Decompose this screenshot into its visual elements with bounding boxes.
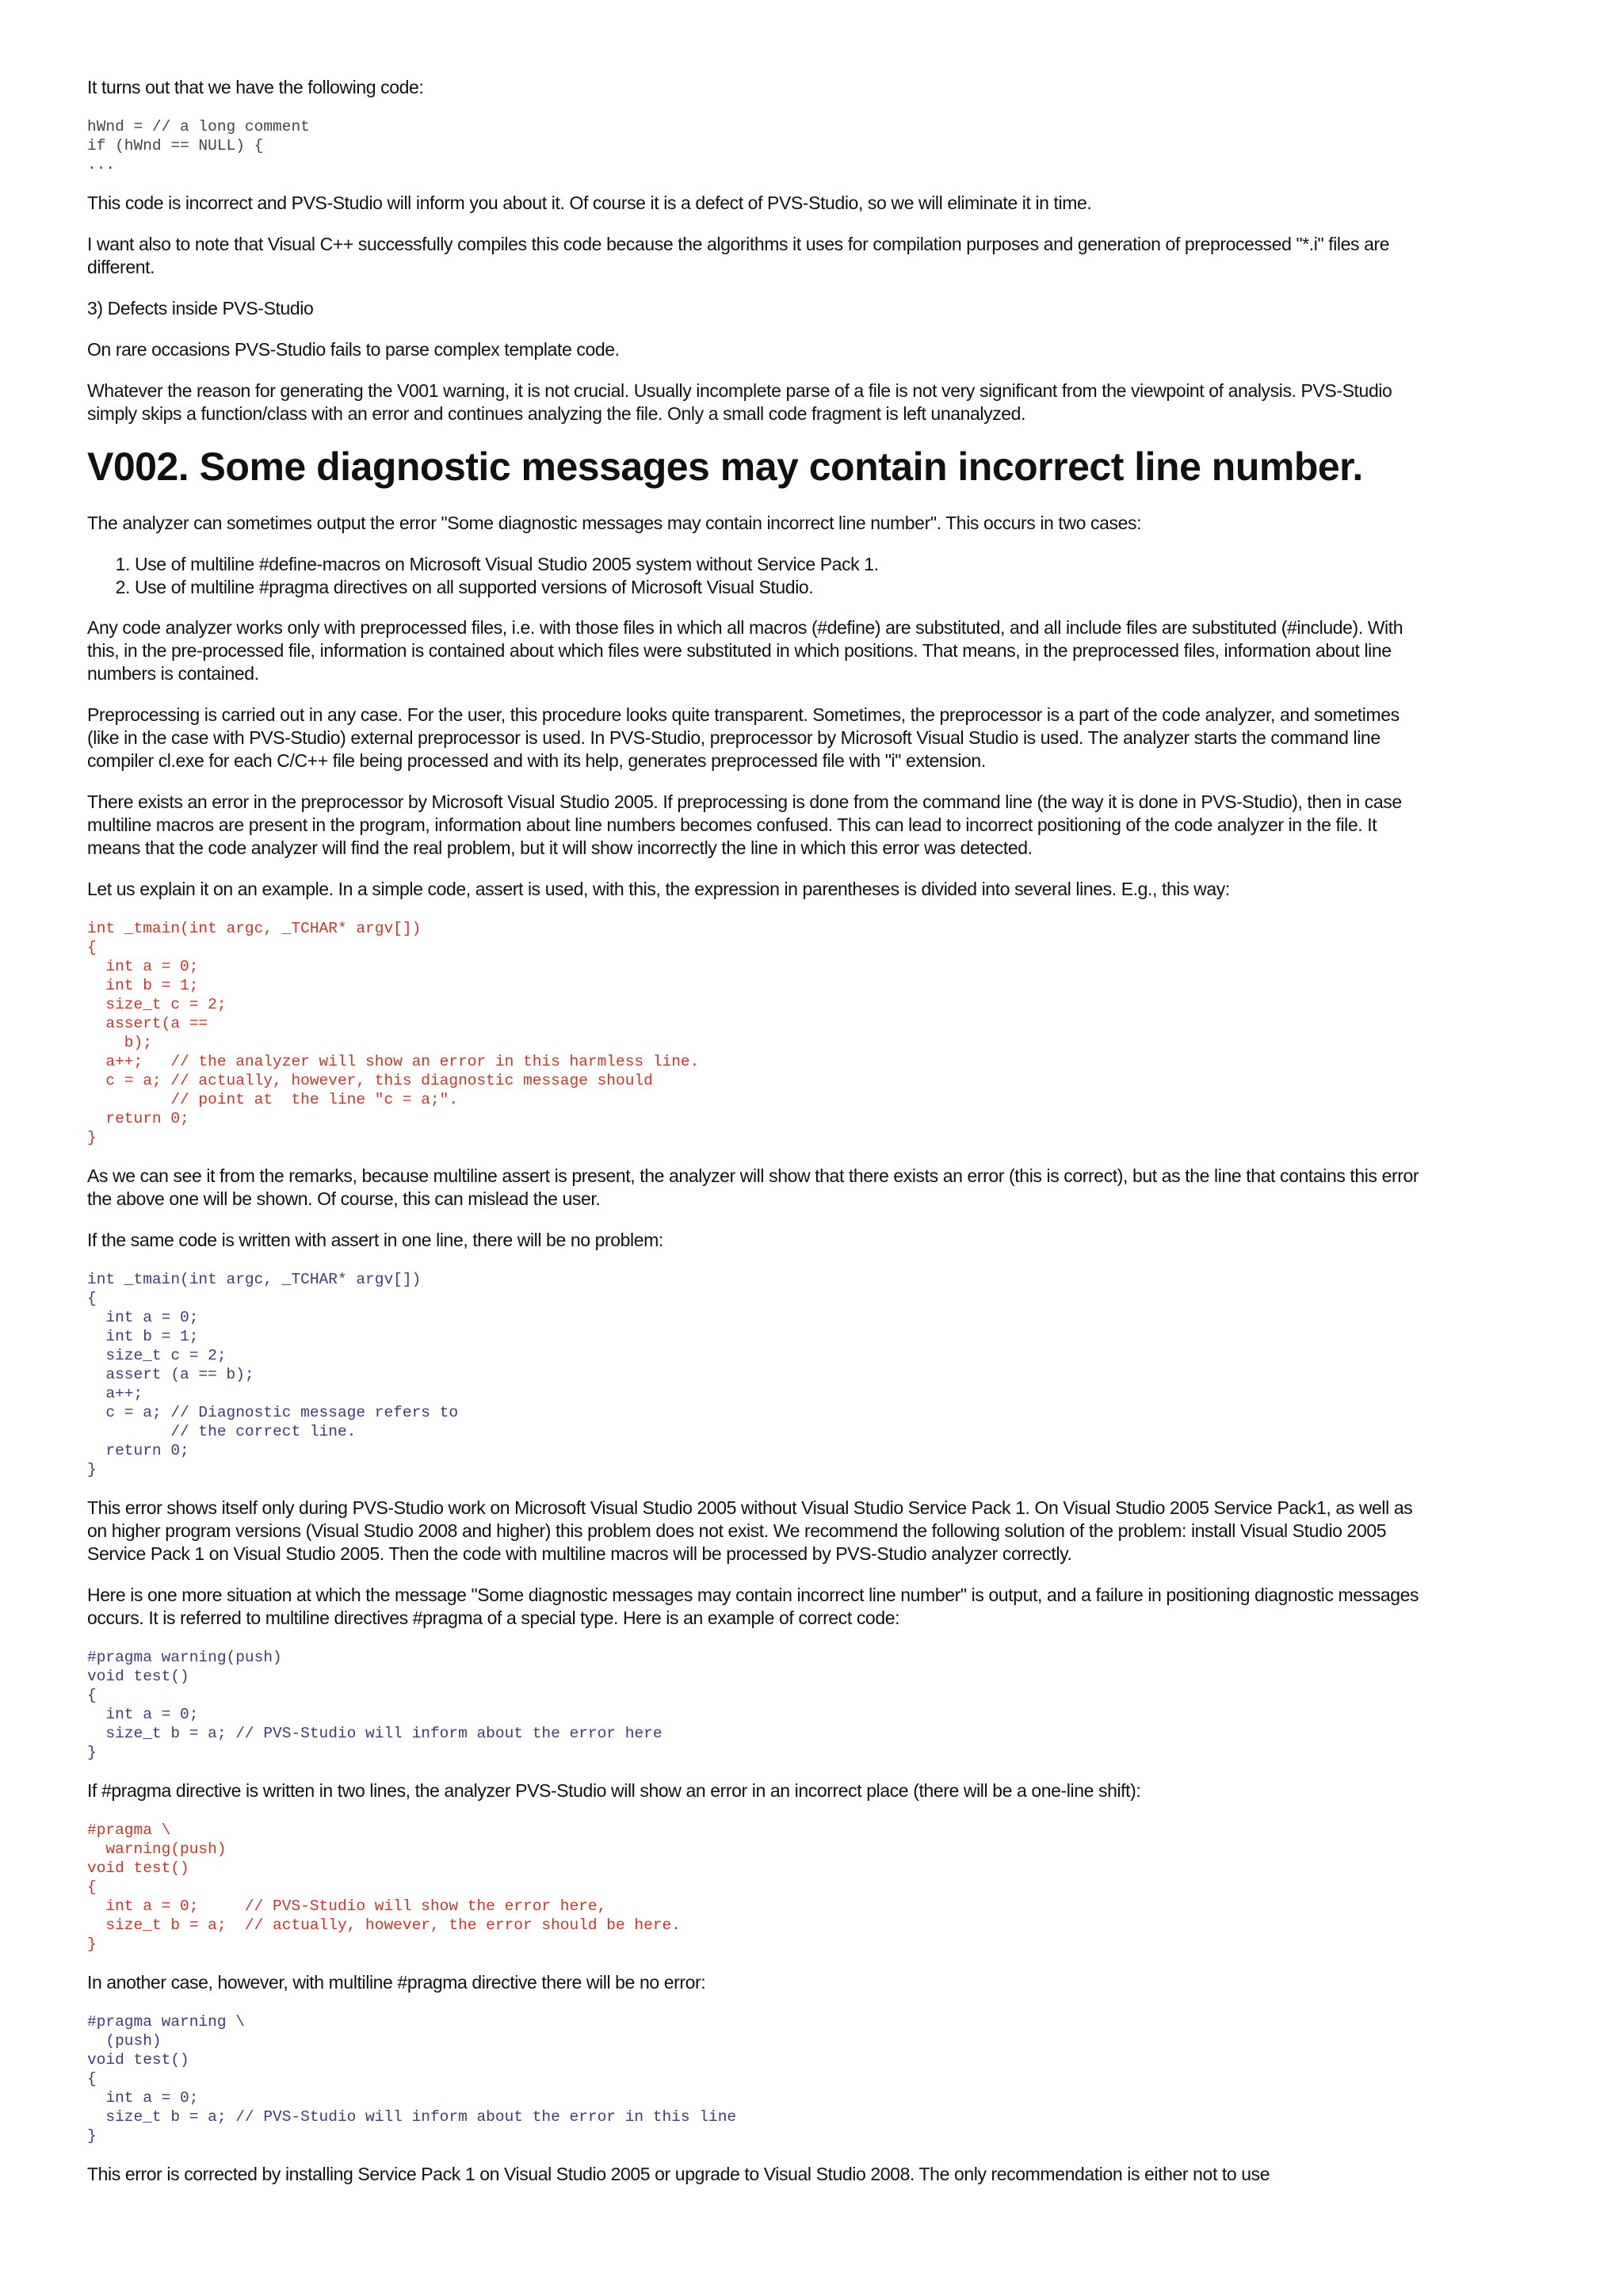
document-page — [87, 76, 1434, 2204]
paragraph-defects-title: 3) Defects inside PVS-Studio — [87, 298, 314, 318]
list-item: 2. Use of multiline #pragma directives on all supported versions of Microsoft Visual Studio. — [135, 576, 1434, 599]
intro-paragraph: It turns out that we have the following code: — [87, 77, 424, 97]
paragraph-no-error-case: In another case, however, with multiline #pragma directive there will be no error: — [87, 1972, 706, 1993]
code-block-pragma-correct: #pragma warning(push) void test() { int a = 0; size_t b = a; // PVS-Studio will inform about the error here } — [87, 1649, 663, 1761]
paragraph-correction: This error is corrected by installing Service Pack 1 on Visual Studio 2005 or upgrade to Visual Studio 2008. The only recommendation is either not to use — [87, 2164, 1270, 2184]
code-block-pragma-no-error: #pragma warning \ (push) void test() { int a = 0; size_t b = a; // PVS-Studio will inform about the error in this line } — [87, 2013, 737, 2145]
paragraph-preprocessor-error: There exists an error in the preprocessor by Microsoft Visual Studio 2005. If preprocessing is done from the command line (the way it is done in PVS-Studio), then in case multiline macros are present in the program, information about line numbers becomes confused. This can lead to incorrect positioning of the code analyzer in the file. It means that the code analyzer will find the real problem, but it will show incorrectly the line in which this error was detected. — [87, 791, 1402, 858]
paragraph-remarks: As we can see it from the remarks, because multiline assert is present, the analyzer will show that there exists an error (this is correct), but as the line that contains this error the above one will be shown. Of course, this can mislead the user. — [87, 1165, 1419, 1209]
code-block-pragma-shift: #pragma \ warning(push) void test() { int a = 0; // PVS-Studio will show the error here, size_t b = a; // actually, however, the error should be here. } — [87, 1821, 681, 1953]
paragraph-visual-cpp: I want also to note that Visual C++ successfully compiles this code because the algorithms it uses for compilation purposes and generation of preprocessed "*.i" files are different. — [87, 234, 1390, 277]
paragraph-pragma-situation: Here is one more situation at which the message "Some diagnostic messages may contain incorrect line number" is output, and a failure in positioning diagnostic messages occurs. It is referred to multiline directives #pragma of a special type. Here is an example of correct code: — [87, 1585, 1419, 1628]
paragraph-pragma-two-lines: If #pragma directive is written in two lines, the analyzer PVS-Studio will show an error in an incorrect place (there will be a one-line shift): — [87, 1780, 1141, 1801]
code-block-multiline-assert: int _tmain(int argc, _TCHAR* argv[]) { int a = 0; int b = 1; size_t c = 2; assert(a == b); a++; // the analyzer will show an error in this harmless line. c = a; // actually, however, this diagnostic message should // point at the line "c = a;". return 0; } — [87, 920, 700, 1146]
paragraph-template-code: On rare occasions PVS-Studio fails to parse complex template code. — [87, 339, 620, 360]
cases-list — [87, 553, 1434, 599]
code-block-single-line-assert: int _tmain(int argc, _TCHAR* argv[]) { int a = 0; int b = 1; size_t c = 2; assert (a == b); a++; c = a; // Diagnostic message refers to // the correct line. return 0; } — [87, 1271, 459, 1478]
paragraph-preprocessed-files: Any code analyzer works only with preprocessed files, i.e. with those files in which all macros (#define) are substituted, and all include files are substituted (#include). With this, in the pre-processed file, information is contained about which files were substituted in which positions. That means, in the preprocessed files, information about line numbers is contained. — [87, 617, 1403, 684]
code-block-hwnd: hWnd = // a long comment if (hWnd == NULL) { ... — [87, 118, 310, 174]
paragraph-two-cases: The analyzer can sometimes output the error "Some diagnostic messages may contain incorrect line number". This occurs in two cases: — [87, 513, 1142, 533]
paragraph-example-intro: Let us explain it on an example. In a simple code, assert is used, with this, the expression in parentheses is divided into several lines. E.g., this way: — [87, 879, 1230, 899]
paragraph-incorrect-code: This code is incorrect and PVS-Studio will inform you about it. Of course it is a defect of PVS-Studio, so we will eliminate it in time. — [87, 193, 1092, 213]
section-heading-v002: V002. Some diagnostic messages may contain incorrect line number. — [87, 444, 1363, 489]
paragraph-preprocessing: Preprocessing is carried out in any case. For the user, this procedure looks quite transparent. Sometimes, the preprocessor is a part of the code analyzer, and sometimes (like in the case with PVS-Studio) external preprocessor is used. In PVS-Studio, preprocessor by Microsoft Visual Studio is used. The analyzer starts the command line compiler cl.exe for each C/C++ file being processed and with its help, generates preprocessed file with "i" extension. — [87, 704, 1400, 771]
paragraph-one-line: If the same code is written with assert in one line, there will be no problem: — [87, 1230, 663, 1250]
paragraph-v001-reason: Whatever the reason for generating the V001 warning, it is not crucial. Usually incomplete parse of a file is not very significant from the viewpoint of analysis. PVS-Studio simply skips a function/class with an error and continues analyzing the file. Only a small code fragment is left unanalyzed. — [87, 380, 1392, 424]
paragraph-service-pack: This error shows itself only during PVS-Studio work on Microsoft Visual Studio 2005 without Visual Studio Service Pack 1. On Visual Studio 2005 Service Pack1, as well as on higher program versions (Visual Studio 2008 and higher) this problem does not exist. We recommend the following solution of the problem: install Visual Studio 2005 Service Pack 1 on Visual Studio 2005. Then the code with multiline macros will be processed by PVS-Studio analyzer correctly. — [87, 1497, 1413, 1564]
list-item: 1. Use of multiline #define-macros on Microsoft Visual Studio 2005 system without Service Pack 1. — [135, 553, 1434, 576]
